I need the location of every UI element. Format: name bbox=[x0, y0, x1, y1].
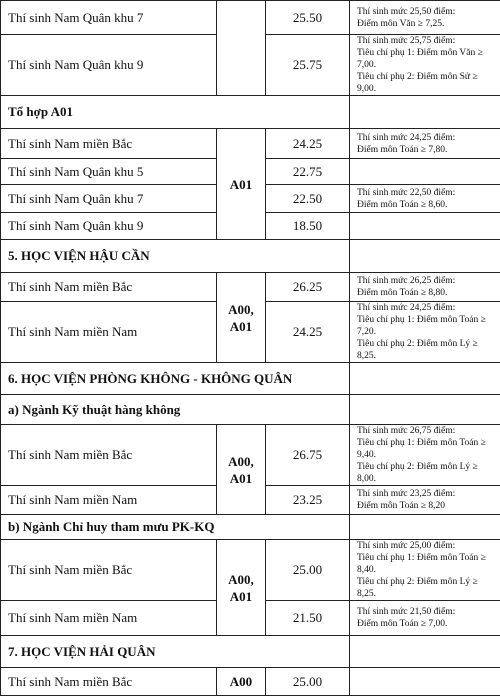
criteria-line: Thí sinh mức 23,25 điểm: bbox=[357, 488, 500, 500]
tiebreak-criteria bbox=[350, 601, 500, 636]
criteria-line: Điểm môn Toán ≥ 8,20 bbox=[357, 500, 500, 512]
cutoff-score: 23.25 bbox=[266, 486, 350, 515]
criteria-line: Thí sinh mức 25,75 điểm: bbox=[357, 35, 500, 47]
criteria-line: Tiêu chí phụ 1: Điểm môn Toán ≥ bbox=[357, 314, 500, 326]
tiebreak-criteria bbox=[350, 302, 500, 363]
combination-code: A00, bbox=[217, 571, 265, 588]
tiebreak-criteria bbox=[350, 129, 500, 159]
candidate-group: Thí sinh Nam miền Bắc bbox=[1, 668, 217, 696]
tiebreak-criteria bbox=[350, 185, 500, 213]
candidate-group: Thí sinh Nam Quân khu 9 bbox=[1, 35, 217, 96]
criteria-line: 7,00. bbox=[357, 59, 500, 71]
criteria-line: Điểm môn Văn ≥ 7,25. bbox=[357, 18, 500, 30]
tiebreak-criteria bbox=[350, 273, 500, 302]
tiebreak-criteria bbox=[350, 668, 500, 696]
criteria-line: Điểm môn Toán ≥ 8,60. bbox=[357, 199, 500, 211]
section-heading: a) Ngành Kỹ thuật hàng không bbox=[1, 395, 350, 425]
criteria-line: Thí sinh mức 24,25 điểm: bbox=[357, 132, 500, 144]
tiebreak-criteria bbox=[350, 486, 500, 515]
combination-code: A00, bbox=[217, 301, 265, 318]
criteria-line: Điểm môn Toán ≥ 8,80. bbox=[357, 287, 500, 299]
subject-combination bbox=[217, 668, 266, 696]
subject-combination bbox=[217, 129, 266, 240]
candidate-group: Thí sinh Nam Quân khu 7 bbox=[1, 185, 217, 213]
cutoff-score: 22.75 bbox=[266, 159, 350, 185]
criteria-line: 7,20. bbox=[357, 326, 500, 338]
cutoff-score: 22.50 bbox=[266, 185, 350, 213]
cutoff-score: 25.75 bbox=[266, 35, 350, 96]
criteria-line: Thí sinh mức 22,50 điểm: bbox=[357, 187, 500, 199]
criteria-line: Tiêu chí phụ 1: Điểm môn Văn ≥ bbox=[357, 47, 500, 59]
candidate-group: Thí sinh Nam miền Nam bbox=[1, 486, 217, 515]
section-heading: 7. HỌC VIỆN HẢI QUÂN bbox=[1, 636, 350, 668]
criteria-line: Tiêu chí phụ 1: Điểm môn Toán ≥ bbox=[357, 437, 500, 449]
cutoff-score: 26.75 bbox=[266, 425, 350, 486]
table-row bbox=[1, 273, 500, 302]
criteria-line: Tiêu chí phụ 2: Điểm môn Lý ≥ bbox=[357, 576, 500, 588]
cutoff-score: 21.50 bbox=[266, 601, 350, 636]
subject-combination bbox=[217, 540, 266, 636]
criteria-line: 9,40. bbox=[357, 449, 500, 461]
subject-combination bbox=[217, 273, 266, 363]
tiebreak-criteria bbox=[350, 1, 500, 35]
criteria-line: Tiêu chí phụ 2: Điểm môn Lý ≥ bbox=[357, 338, 500, 350]
subject-combination bbox=[217, 1, 266, 96]
cutoff-score: 18.50 bbox=[266, 213, 350, 240]
criteria-line: Điểm môn Toán ≥ 7,00. bbox=[357, 618, 500, 630]
section-heading: 6. HỌC VIỆN PHÒNG KHÔNG - KHÔNG QUÂN bbox=[1, 363, 350, 395]
cutoff-score: 24.25 bbox=[266, 129, 350, 159]
section-row bbox=[1, 96, 500, 129]
combination-code: A01 bbox=[217, 470, 265, 487]
combination-code: A00 bbox=[217, 673, 265, 690]
criteria-line: Tiêu chí phụ 2: Điểm môn Lý ≥ bbox=[357, 461, 500, 473]
criteria-line: Điểm môn Toán ≥ 7,80. bbox=[357, 144, 500, 156]
tiebreak-criteria bbox=[350, 425, 500, 486]
criteria-line: Tiêu chí phụ 2: Điểm môn Sử ≥ bbox=[357, 71, 500, 83]
criteria-line: Thí sinh mức 21,50 điểm: bbox=[357, 606, 500, 618]
section-row bbox=[1, 395, 500, 425]
cutoff-score: 25.00 bbox=[266, 668, 350, 696]
candidate-group: Thí sinh Nam Quân khu 7 bbox=[1, 1, 217, 35]
candidate-group: Thí sinh Nam Quân khu 9 bbox=[1, 213, 217, 240]
combination-code: A01 bbox=[217, 588, 265, 605]
subject-combination bbox=[217, 425, 266, 515]
section-heading: Tổ hợp A01 bbox=[1, 96, 350, 129]
table-row bbox=[1, 129, 500, 159]
table-row bbox=[1, 1, 500, 35]
tiebreak-criteria bbox=[350, 35, 500, 96]
criteria-line: 8,25. bbox=[357, 350, 500, 362]
criteria-line: 9,00. bbox=[357, 83, 500, 95]
section-row bbox=[1, 636, 500, 668]
tiebreak-criteria bbox=[350, 213, 500, 240]
criteria-line: 8,40. bbox=[357, 564, 500, 576]
section-row bbox=[1, 240, 500, 273]
section-heading: b) Ngành Chỉ huy tham mưu PK-KQ bbox=[1, 515, 350, 540]
combination-code: A01 bbox=[217, 318, 265, 335]
section-row bbox=[1, 363, 500, 395]
criteria-line: Thí sinh mức 26,25 điểm: bbox=[357, 275, 500, 287]
table-row bbox=[1, 425, 500, 486]
criteria-line: Thí sinh mức 25,00 điểm: bbox=[357, 540, 500, 552]
candidate-group: Thí sinh Nam miền Nam bbox=[1, 601, 217, 636]
candidate-group: Thí sinh Nam miền Bắc bbox=[1, 273, 217, 302]
cutoff-score: 26.25 bbox=[266, 273, 350, 302]
candidate-group: Thí sinh Nam miền Bắc bbox=[1, 425, 217, 486]
criteria-line: Thí sinh mức 25,50 điểm: bbox=[357, 6, 500, 18]
cutoff-score: 25.50 bbox=[266, 1, 350, 35]
candidate-group: Thí sinh Nam miền Bắc bbox=[1, 129, 217, 159]
tiebreak-criteria bbox=[350, 540, 500, 601]
cutoff-score: 24.25 bbox=[266, 302, 350, 363]
criteria-line: 8,00. bbox=[357, 473, 500, 485]
tiebreak-criteria bbox=[350, 159, 500, 185]
criteria-line: Tiêu chí phụ 1: Điểm môn Toán ≥ bbox=[357, 552, 500, 564]
candidate-group: Thí sinh Nam miền Bắc bbox=[1, 540, 217, 601]
combination-code: A01 bbox=[217, 176, 265, 193]
section-row bbox=[1, 515, 500, 540]
candidate-group: Thí sinh Nam miền Nam bbox=[1, 302, 217, 363]
criteria-line: Thí sinh mức 24,25 điểm: bbox=[357, 302, 500, 314]
combination-code: A00, bbox=[217, 453, 265, 470]
criteria-line: Thí sinh mức 26,75 điểm: bbox=[357, 425, 500, 437]
candidate-group: Thí sinh Nam Quân khu 5 bbox=[1, 159, 217, 185]
table-row bbox=[1, 540, 500, 601]
section-heading: 5. HỌC VIỆN HẬU CẦN bbox=[1, 240, 350, 273]
table-row bbox=[1, 668, 500, 696]
cutoff-score: 25.00 bbox=[266, 540, 350, 601]
criteria-line: 8,25. bbox=[357, 588, 500, 600]
